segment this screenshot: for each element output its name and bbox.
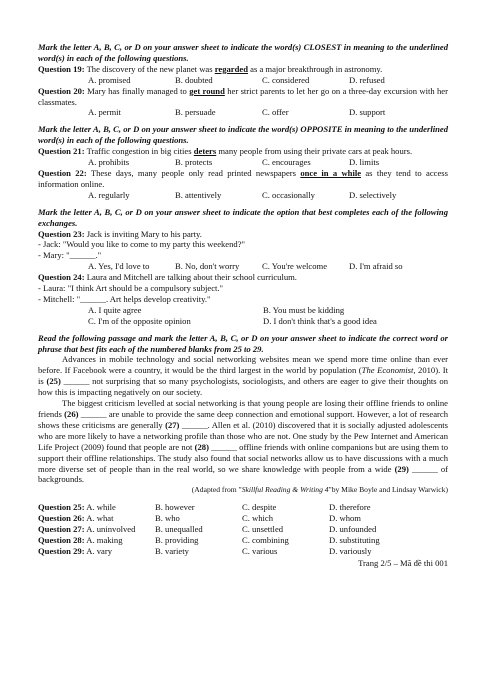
question-21 — [38, 146, 448, 157]
answer-label: Question 25: — [38, 502, 85, 513]
page-footer: Trang 2/5 – Mã đề thi 001 — [358, 557, 448, 568]
option-b: B. variety — [155, 545, 189, 556]
answer-row — [38, 546, 448, 557]
question-24-options — [38, 305, 448, 327]
answer-label: Question 29: — [38, 545, 85, 556]
passage-paragraph-1 — [38, 354, 448, 398]
section-passage — [38, 333, 448, 497]
directions-opposite: Mark the letter A, B, C, or D on your answer sheet to indicate the word(s) OPPOSITE in meaning to the underlined word(s) in each of the following questions. — [38, 124, 448, 146]
option-d: D. I'm afraid so — [349, 261, 403, 272]
question-22-options — [38, 190, 448, 201]
option-a: A. promised — [88, 74, 131, 85]
question-23-label: Question 23: — [38, 228, 85, 239]
option-c: C. various — [242, 545, 278, 556]
source-prefix: (Adapted from " — [191, 485, 242, 495]
answer-options — [38, 502, 448, 557]
option-a: A. I quite agree — [88, 304, 142, 315]
option-d: D. therefore — [329, 502, 371, 513]
answer-row — [38, 535, 448, 546]
answer-row — [38, 502, 448, 513]
question-19-label: Question 19: — [38, 63, 85, 74]
question-19 — [38, 64, 448, 75]
question-20-pre: Mary has finally managed to — [87, 85, 187, 96]
question-21-post: many people from using their private cars at peak hours. — [218, 146, 413, 157]
exam-page — [38, 42, 448, 569]
question-23 — [38, 229, 448, 240]
passage-text: , 2010). It is — [38, 365, 448, 387]
directions-passage: Read the following passage and mark the letter A, B, C, or D on your answer sheet to indicate the correct word or phrase that best fits each of the numbered blanks from 25 to 29. — [38, 332, 448, 354]
section-exchanges — [38, 207, 448, 327]
option-d: D. whom — [329, 513, 361, 524]
passage-paragraph-2 — [38, 398, 448, 485]
option-b: B. doubted — [175, 74, 213, 85]
passage-text: Advances in mobile technology and social networking websites mean we spend more time online than ever before. If Facebook were a country, it would be the third largest in the world by population ( — [38, 354, 448, 376]
question-24-text: Laura and Mitchell are talking about their school curriculum. — [86, 272, 297, 283]
question-22-pre: These days, many people only read printed newspapers — [90, 167, 297, 178]
option-b: B. who — [155, 513, 180, 524]
option-b: B. protects — [175, 157, 213, 168]
question-19-key: regarded — [214, 63, 248, 74]
option-c: C. combining — [242, 534, 289, 545]
section-opposite — [38, 124, 448, 200]
option-a: A. while — [86, 502, 116, 513]
question-19-pre: The discovery of the new planet was — [86, 63, 213, 74]
directions-closest: Mark the letter A, B, C, or D on your answer sheet to indicate the word(s) CLOSEST in meaning to the underlined word(s) in each of the following questions. — [38, 42, 448, 63]
question-21-pre: Traffic congestion in big cities — [86, 146, 192, 157]
option-b: B. providing — [155, 534, 199, 545]
question-22 — [38, 168, 448, 190]
question-24-line-2: - Mitchell: "______. Art helps develop creativity." — [38, 293, 211, 304]
option-a: A. what — [86, 513, 114, 524]
directions-exchanges: Mark the letter A, B, C, or D on your answer sheet to indicate the option that best completes each of the following exchanges. — [38, 206, 448, 228]
option-b: B. unequalled — [155, 524, 203, 535]
option-b: B. attentively — [175, 189, 222, 200]
option-c: C. occasionally — [262, 189, 315, 200]
question-23-line-2: - Mary: "______." — [38, 250, 102, 261]
source-suffix: "by Mike Boyle and Lindsay Warwick) — [328, 485, 448, 495]
answer-row — [38, 513, 448, 524]
section-closest — [38, 42, 448, 118]
passage-text: ______. Allen et al. (2010) discovered that it is socially adjusted adolescents who are more likely to have a networking profile than those who are not. One study by the Pew Internet and American Life Project (2009) found that people are not — [38, 419, 448, 452]
option-a: A. vary — [86, 545, 113, 556]
option-d: D. variously — [329, 545, 372, 556]
option-d: D. selectively — [349, 189, 397, 200]
question-19-post: as a major breakthrough in astronomy. — [250, 63, 383, 74]
question-19-options — [38, 75, 448, 86]
option-b: B. You must be kidding — [263, 304, 345, 315]
option-d: D. support — [349, 107, 386, 118]
option-c: C. which — [242, 513, 274, 524]
option-d: D. refused — [349, 74, 385, 85]
question-23-text: Jack is inviting Mary to his party. — [86, 228, 202, 239]
question-22-post: as they tend to access information online. — [38, 167, 448, 189]
answer-cell-a — [38, 546, 155, 557]
question-20-label: Question 20: — [38, 85, 85, 96]
option-a: A. permit — [88, 107, 121, 118]
answer-row — [38, 524, 448, 535]
answer-label: Question 28: — [38, 534, 85, 545]
question-22-key: once in a while — [300, 167, 362, 178]
answer-cell-a — [38, 513, 155, 524]
question-21-options — [38, 157, 448, 168]
question-20-key: get round — [189, 85, 225, 96]
option-a: A. prohibits — [88, 157, 130, 168]
question-20-post: her strict parents to let her go on a three-day excursion with her classmates. — [38, 85, 448, 107]
passage-text: ______ offline friends with online companions but are using them to support their offline relationships. The study also found that social networks allow us to have discussions with a much more diverse set of people than in the real world, so we share knowledge with people from a wide — [38, 441, 448, 474]
passage-text: ______ not surprising that so many psychologists, sociologists, and others are eager to give their thoughts on how this is impacting negatively on our society. — [38, 376, 448, 398]
blank-29: (29) — [394, 463, 409, 474]
blank-27: (27) — [165, 419, 180, 430]
option-c: C. despite — [242, 502, 277, 513]
option-a: A. Yes, I'd love to — [88, 261, 150, 272]
option-a: A. making — [86, 534, 123, 545]
option-b: B. however — [155, 502, 195, 513]
question-20-options — [38, 107, 448, 118]
option-d: D. limits — [349, 157, 380, 168]
passage-text: ______ are unable to provide the same deep connection and emotional support. However, a lot of research shows these criticisms are generally — [38, 409, 448, 430]
question-24 — [38, 272, 448, 283]
option-d: D. unfounded — [329, 524, 377, 535]
answer-cell-a — [38, 535, 155, 546]
question-21-key: deters — [193, 146, 217, 157]
passage-text: The biggest criticism levelled at social networking is that young people are losing their offline friends to online friends — [38, 398, 448, 419]
passage-source — [38, 485, 448, 496]
blank-25: (25) — [46, 376, 61, 387]
question-21-label: Question 21: — [38, 146, 85, 157]
option-a: A. regularly — [88, 189, 130, 200]
question-24-line-1: - Laura: "I think Art should be a compulsory subject." — [38, 283, 224, 294]
source-book: Skillful Reading & Writing 4 — [241, 485, 329, 495]
question-23-options — [38, 261, 448, 272]
option-c: C. offer — [262, 107, 289, 118]
option-c: C. unsettled — [242, 524, 284, 535]
option-d: D. substituting — [329, 534, 380, 545]
option-c: C. encourages — [262, 157, 311, 168]
blank-26: (26) — [64, 409, 79, 419]
option-b: B. persuade — [175, 107, 216, 118]
answer-cell-a — [38, 502, 155, 513]
option-c: C. I'm of the opposite opinion — [88, 315, 191, 326]
passage-text: ______ of backgrounds. — [38, 463, 449, 485]
option-d: D. I don't think that's a good idea — [263, 315, 377, 326]
question-23-line-1: - Jack: "Would you like to come to my party this weekend?" — [38, 239, 246, 250]
blank-28: (28) — [194, 441, 209, 452]
answer-cell-a — [38, 524, 155, 535]
question-20 — [38, 86, 448, 108]
question-22-label: Question 22: — [38, 167, 87, 178]
option-b: B. No, don't worry — [175, 261, 240, 272]
passage-citation: The Economist — [361, 365, 414, 376]
option-c: C. considered — [262, 74, 310, 85]
answer-label: Question 27: — [38, 524, 85, 535]
answer-label: Question 26: — [38, 513, 85, 524]
option-c: C. You're welcome — [262, 261, 328, 272]
option-a: A. uninvolved — [86, 524, 136, 535]
question-24-label: Question 24: — [38, 272, 85, 283]
